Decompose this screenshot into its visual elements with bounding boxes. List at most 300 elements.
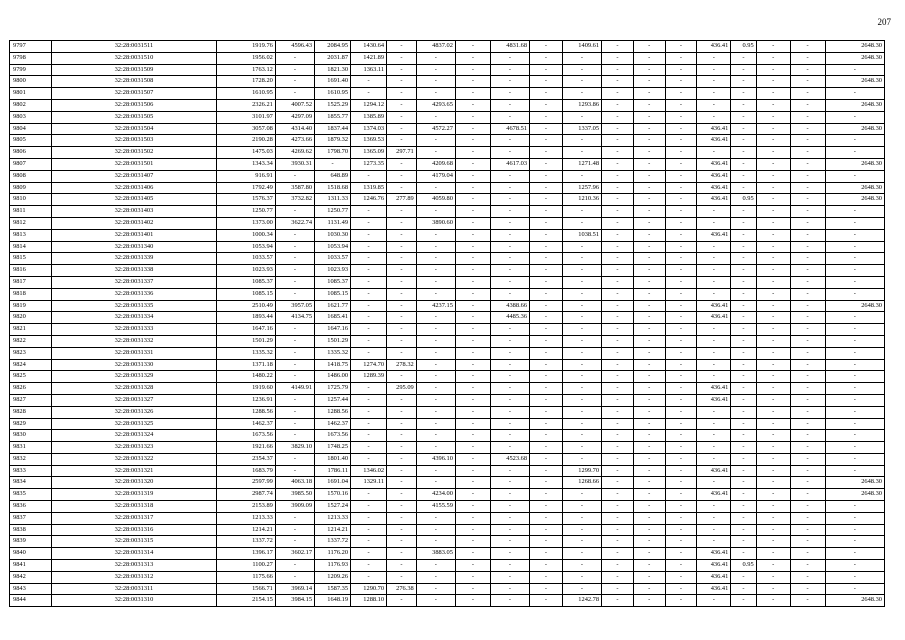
table-cell: -: [790, 524, 825, 536]
table-cell: -: [665, 241, 697, 253]
table-cell: -: [530, 123, 563, 135]
table-cell: -: [455, 217, 490, 229]
table-cell: -: [756, 501, 790, 513]
table-cell: -: [825, 359, 884, 371]
table-cell: -: [416, 536, 455, 548]
table-cell: 4234.00: [416, 489, 455, 501]
table-cell: -: [665, 477, 697, 489]
table-cell: -: [416, 229, 455, 241]
table-cell: -: [731, 442, 756, 454]
table-row: [10, 465, 885, 477]
table-cell: -: [416, 335, 455, 347]
table-cell: 32:28:0031332: [52, 335, 216, 347]
table-cell: -: [275, 418, 314, 430]
table-cell: -: [633, 394, 665, 406]
table-cell: 2648.30: [825, 194, 884, 206]
table-cell: -: [490, 217, 529, 229]
table-cell: -: [351, 335, 387, 347]
table-cell: 1236.91: [216, 394, 275, 406]
table-cell: 1214.21: [315, 524, 351, 536]
table-cell: -: [633, 442, 665, 454]
table-cell: -: [562, 335, 601, 347]
table-cell: -: [633, 288, 665, 300]
table-cell: -: [275, 253, 314, 265]
table-cell: -: [602, 99, 634, 111]
table-cell: -: [416, 312, 455, 324]
table-cell: -: [697, 111, 731, 123]
table-cell: -: [665, 147, 697, 159]
table-cell: 436.41: [697, 548, 731, 560]
table-cell: 1373.00: [216, 217, 275, 229]
table-cell: -: [756, 359, 790, 371]
table-cell: -: [387, 442, 417, 454]
table-cell: -: [530, 406, 563, 418]
table-cell: 9803: [10, 111, 52, 123]
table-cell: 1725.79: [315, 383, 351, 395]
table-cell: -: [756, 453, 790, 465]
table-cell: -: [562, 453, 601, 465]
table-cell: 1879.32: [315, 135, 351, 147]
table-cell: -: [697, 88, 731, 100]
table-cell: -: [825, 135, 884, 147]
table-cell: -: [490, 288, 529, 300]
table-cell: 3909.09: [275, 501, 314, 513]
table-cell: -: [490, 265, 529, 277]
table-cell: -: [825, 571, 884, 583]
table-cell: -: [731, 170, 756, 182]
table-cell: 1798.70: [315, 147, 351, 159]
table-cell: -: [731, 583, 756, 595]
table-cell: -: [351, 229, 387, 241]
table-cell: -: [275, 265, 314, 277]
table-cell: -: [530, 477, 563, 489]
table-cell: 1033.57: [315, 253, 351, 265]
table-cell: 1748.25: [315, 442, 351, 454]
table-cell: -: [530, 583, 563, 595]
table-cell: -: [490, 477, 529, 489]
table-cell: -: [455, 182, 490, 194]
table-cell: -: [351, 418, 387, 430]
table-row: [10, 52, 885, 64]
table-cell: -: [633, 135, 665, 147]
table-cell: -: [416, 583, 455, 595]
table-cell: 1919.76: [216, 41, 275, 53]
table-cell: -: [490, 394, 529, 406]
table-cell: -: [275, 52, 314, 64]
table-cell: -: [602, 182, 634, 194]
table-cell: 2326.21: [216, 99, 275, 111]
table-cell: 1346.02: [351, 465, 387, 477]
table-cell: -: [490, 347, 529, 359]
table-cell: -: [351, 76, 387, 88]
table-cell: -: [602, 135, 634, 147]
table-cell: -: [731, 406, 756, 418]
table-cell: -: [602, 241, 634, 253]
table-cell: -: [790, 312, 825, 324]
table-cell: 4134.75: [275, 312, 314, 324]
table-cell: -: [825, 88, 884, 100]
table-cell: -: [490, 229, 529, 241]
table-cell: -: [665, 135, 697, 147]
table-cell: -: [562, 276, 601, 288]
table-cell: 3602.17: [275, 548, 314, 560]
table-cell: 1371.18: [216, 359, 275, 371]
table-cell: -: [697, 501, 731, 513]
table-cell: 1486.00: [315, 371, 351, 383]
table-cell: -: [602, 170, 634, 182]
table-cell: -: [387, 123, 417, 135]
table-cell: -: [602, 595, 634, 607]
table-cell: 1085.37: [315, 276, 351, 288]
table-cell: -: [665, 512, 697, 524]
table-cell: 1409.61: [562, 41, 601, 53]
table-cell: 1213.33: [315, 512, 351, 524]
table-cell: -: [825, 64, 884, 76]
table-cell: 2190.28: [216, 135, 275, 147]
table-cell: 3057.08: [216, 123, 275, 135]
table-cell: -: [825, 406, 884, 418]
table-cell: 1000.34: [216, 229, 275, 241]
table-cell: -: [790, 158, 825, 170]
table-cell: -: [530, 158, 563, 170]
table-cell: 9805: [10, 135, 52, 147]
table-cell: -: [351, 253, 387, 265]
table-cell: -: [790, 276, 825, 288]
table-cell: -: [351, 88, 387, 100]
table-cell: -: [825, 501, 884, 513]
table-cell: -: [665, 111, 697, 123]
table-cell: -: [756, 347, 790, 359]
table-cell: -: [562, 88, 601, 100]
table-cell: 32:28:0031402: [52, 217, 216, 229]
table-cell: -: [731, 418, 756, 430]
table-cell: 32:28:0031335: [52, 300, 216, 312]
table-cell: 32:28:0031505: [52, 111, 216, 123]
table-cell: 4293.65: [416, 99, 455, 111]
table-cell: -: [416, 76, 455, 88]
table-cell: 1683.79: [216, 465, 275, 477]
table-cell: -: [756, 135, 790, 147]
table-cell: 277.89: [387, 194, 417, 206]
table-cell: -: [731, 595, 756, 607]
table-cell: 436.41: [697, 300, 731, 312]
table-cell: -: [387, 217, 417, 229]
table-cell: -: [455, 383, 490, 395]
table-cell: 1273.35: [351, 158, 387, 170]
table-cell: -: [790, 512, 825, 524]
table-cell: -: [490, 371, 529, 383]
table-cell: -: [530, 324, 563, 336]
table-cell: 9823: [10, 347, 52, 359]
table-cell: 9840: [10, 548, 52, 560]
table-cell: -: [351, 536, 387, 548]
table-row: [10, 206, 885, 218]
table-cell: -: [633, 253, 665, 265]
table-cell: -: [602, 217, 634, 229]
table-cell: -: [731, 548, 756, 560]
table-cell: -: [633, 536, 665, 548]
table-cell: -: [756, 123, 790, 135]
table-cell: 4269.62: [275, 147, 314, 159]
table-cell: -: [416, 182, 455, 194]
table-cell: 3883.05: [416, 548, 455, 560]
table-cell: 1175.66: [216, 571, 275, 583]
table-cell: 3890.60: [416, 217, 455, 229]
table-cell: -: [530, 99, 563, 111]
table-row: [10, 442, 885, 454]
table-cell: -: [387, 241, 417, 253]
table-cell: -: [731, 52, 756, 64]
table-cell: -: [602, 335, 634, 347]
table-cell: 9798: [10, 52, 52, 64]
table-cell: 1299.70: [562, 465, 601, 477]
table-cell: 1527.24: [315, 501, 351, 513]
table-cell: -: [731, 99, 756, 111]
table-cell: 1786.11: [315, 465, 351, 477]
table-row: [10, 536, 885, 548]
table-cell: -: [351, 489, 387, 501]
table-cell: -: [490, 418, 529, 430]
table-cell: -: [387, 347, 417, 359]
table-cell: -: [490, 524, 529, 536]
table-cell: -: [602, 536, 634, 548]
table-cell: 9797: [10, 41, 52, 53]
table-cell: -: [731, 158, 756, 170]
table-cell: -: [633, 88, 665, 100]
table-cell: 1209.26: [315, 571, 351, 583]
table-cell: -: [731, 241, 756, 253]
table-cell: 1501.29: [216, 335, 275, 347]
table-cell: 9813: [10, 229, 52, 241]
table-cell: 916.91: [216, 170, 275, 182]
table-cell: -: [387, 276, 417, 288]
table-cell: -: [416, 324, 455, 336]
table-cell: -: [790, 52, 825, 64]
table-cell: 3622.74: [275, 217, 314, 229]
table-cell: -: [387, 453, 417, 465]
table-cell: -: [790, 536, 825, 548]
table-cell: 2648.30: [825, 76, 884, 88]
table-cell: -: [455, 418, 490, 430]
table-cell: -: [530, 595, 563, 607]
table-cell: 1396.17: [216, 548, 275, 560]
table-cell: 1763.12: [216, 64, 275, 76]
table-cell: 32:28:0031326: [52, 406, 216, 418]
table-cell: -: [490, 52, 529, 64]
table-cell: 1023.93: [315, 265, 351, 277]
table-cell: -: [562, 524, 601, 536]
table-cell: -: [731, 324, 756, 336]
table-cell: -: [790, 383, 825, 395]
table-cell: -: [633, 359, 665, 371]
table-cell: -: [455, 123, 490, 135]
table-cell: 9809: [10, 182, 52, 194]
table-cell: -: [387, 41, 417, 53]
table-row: [10, 147, 885, 159]
table-cell: 1246.76: [351, 194, 387, 206]
table-cell: 1085.15: [216, 288, 275, 300]
table-cell: 1311.33: [315, 194, 351, 206]
table-cell: 1430.64: [351, 41, 387, 53]
table-cell: 4179.04: [416, 170, 455, 182]
table-cell: -: [416, 512, 455, 524]
table-cell: -: [697, 359, 731, 371]
table-cell: 32:28:0031339: [52, 253, 216, 265]
table-cell: -: [633, 217, 665, 229]
table-cell: -: [602, 229, 634, 241]
table-cell: -: [387, 300, 417, 312]
table-cell: -: [351, 571, 387, 583]
table-cell: 1329.11: [351, 477, 387, 489]
table-cell: -: [530, 88, 563, 100]
table-cell: -: [790, 324, 825, 336]
table-cell: 32:28:0031406: [52, 182, 216, 194]
table-cell: -: [756, 465, 790, 477]
table-cell: -: [351, 394, 387, 406]
table-cell: 1525.29: [315, 99, 351, 111]
table-cell: -: [665, 560, 697, 572]
table-cell: -: [530, 288, 563, 300]
table-cell: -: [731, 229, 756, 241]
table-cell: -: [387, 418, 417, 430]
table-cell: 1242.78: [562, 595, 601, 607]
table-cell: 32:28:0031338: [52, 265, 216, 277]
table-cell: -: [490, 465, 529, 477]
table-cell: -: [633, 241, 665, 253]
table-cell: -: [756, 560, 790, 572]
table-cell: -: [731, 182, 756, 194]
table-cell: -: [790, 359, 825, 371]
table-cell: 9800: [10, 76, 52, 88]
table-cell: 9842: [10, 571, 52, 583]
table-cell: -: [790, 76, 825, 88]
table-cell: -: [387, 111, 417, 123]
table-cell: -: [790, 111, 825, 123]
table-cell: 4059.80: [416, 194, 455, 206]
table-cell: -: [416, 135, 455, 147]
table-cell: -: [455, 253, 490, 265]
table-cell: -: [633, 489, 665, 501]
table-row: [10, 512, 885, 524]
table-cell: 436.41: [697, 465, 731, 477]
table-cell: -: [562, 583, 601, 595]
table-cell: -: [602, 512, 634, 524]
table-cell: -: [562, 536, 601, 548]
table-cell: 1257.96: [562, 182, 601, 194]
table-cell: -: [275, 206, 314, 218]
table-cell: 278.32: [387, 359, 417, 371]
table-row: [10, 135, 885, 147]
table-cell: -: [790, 194, 825, 206]
table-cell: 1053.94: [315, 241, 351, 253]
table-cell: -: [416, 288, 455, 300]
table-cell: -: [562, 253, 601, 265]
table-cell: -: [530, 76, 563, 88]
table-cell: -: [697, 371, 731, 383]
table-cell: -: [731, 536, 756, 548]
table-cell: -: [275, 524, 314, 536]
table-row: [10, 229, 885, 241]
table-row: [10, 394, 885, 406]
table-cell: 2153.89: [216, 501, 275, 513]
table-cell: -: [275, 170, 314, 182]
table-cell: 9831: [10, 442, 52, 454]
table-cell: -: [790, 406, 825, 418]
table-cell: -: [455, 99, 490, 111]
table-cell: -: [490, 501, 529, 513]
table-cell: -: [416, 465, 455, 477]
table-cell: -: [731, 477, 756, 489]
table-cell: -: [756, 194, 790, 206]
table-cell: 3930.31: [275, 158, 314, 170]
table-cell: -: [416, 206, 455, 218]
table-cell: -: [455, 560, 490, 572]
table-cell: -: [665, 76, 697, 88]
table-cell: 3984.15: [275, 595, 314, 607]
table-cell: 32:28:0031507: [52, 88, 216, 100]
table-cell: 9818: [10, 288, 52, 300]
table-cell: -: [756, 595, 790, 607]
table-cell: -: [387, 394, 417, 406]
table-cell: 4007.52: [275, 99, 314, 111]
table-cell: 1033.57: [216, 253, 275, 265]
table-cell: -: [490, 206, 529, 218]
table-cell: -: [275, 241, 314, 253]
table-cell: 3101.97: [216, 111, 275, 123]
table-cell: -: [387, 182, 417, 194]
table-cell: -: [387, 536, 417, 548]
table-cell: -: [530, 194, 563, 206]
table-cell: -: [602, 347, 634, 359]
table-cell: 1647.16: [216, 324, 275, 336]
table-cell: 1288.56: [315, 406, 351, 418]
table-row: [10, 64, 885, 76]
table-cell: -: [562, 501, 601, 513]
table-cell: -: [665, 335, 697, 347]
table-cell: -: [633, 418, 665, 430]
table-cell: -: [825, 383, 884, 395]
table-cell: -: [731, 383, 756, 395]
table-cell: -: [665, 88, 697, 100]
table-row: [10, 111, 885, 123]
table-cell: -: [665, 489, 697, 501]
table-cell: 1610.95: [315, 88, 351, 100]
table-cell: 436.41: [697, 583, 731, 595]
table-cell: -: [387, 52, 417, 64]
table-cell: -: [697, 453, 731, 465]
table-cell: -: [562, 64, 601, 76]
table-cell: 2648.30: [825, 158, 884, 170]
table-cell: 32:28:0031321: [52, 465, 216, 477]
table-cell: 32:28:0031401: [52, 229, 216, 241]
table-cell: -: [790, 182, 825, 194]
table-cell: -: [455, 147, 490, 159]
table-cell: 1337.72: [216, 536, 275, 548]
table-cell: -: [530, 64, 563, 76]
table-cell: -: [633, 548, 665, 560]
table-cell: -: [275, 512, 314, 524]
table-cell: -: [455, 64, 490, 76]
table-cell: 32:28:0031340: [52, 241, 216, 253]
table-row: [10, 265, 885, 277]
table-cell: -: [490, 359, 529, 371]
table-cell: -: [562, 548, 601, 560]
table-cell: 4678.51: [490, 123, 529, 135]
table-cell: -: [416, 347, 455, 359]
table-cell: 1023.93: [216, 265, 275, 277]
table-cell: -: [530, 182, 563, 194]
table-cell: -: [665, 406, 697, 418]
